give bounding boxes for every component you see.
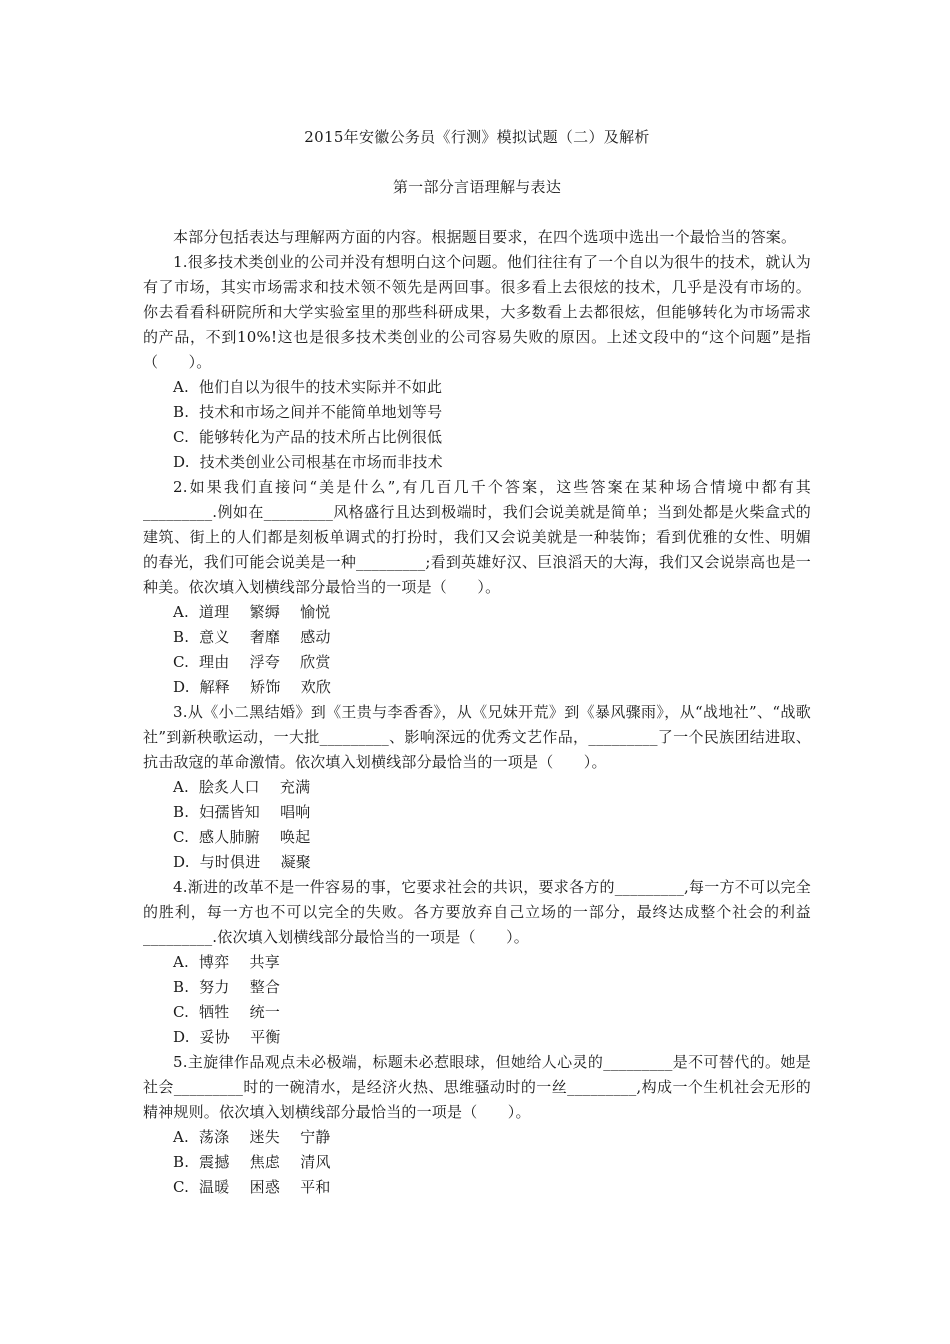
question-stem: 5.主旋律作品观点未必极端，标题未必惹眼球，但她给人心灵的_________是不可替代的。她是社会_________时的一碗清水，是经济火热、思维骚动时的一丝_________,构成一个生机社会无形的精神规则。依次填入划横线部分最恰当的一项是（ ）。 [143, 1053, 811, 1121]
option-c: C. 温暖 困惑 平和 [173, 1178, 331, 1196]
option-a: A. 脍炙人口 充满 [173, 778, 311, 796]
option-a: A. 道理 繁缛 愉悦 [173, 603, 331, 621]
option-c: C. 能够转化为产品的技术所占比例很低 [173, 428, 443, 446]
option-c: C. 牺牲 统一 [173, 1003, 281, 1021]
section-title: 第一部分言语理解与表达 [392, 178, 562, 196]
option-list [143, 1125, 811, 1200]
question-stem: 3.从《小二黑结婚》到《王贵与李香香》，从《兄妹开荒》到《暴风骤雨》，从“战地社”、“战歌社”到新秧歌运动，一大批_________、影响深远的优秀文艺作品，_________了一个民族团结进取、抗击敌寇的革命激情。依次填入划横线部分最恰当的一项是（ ）。 [143, 703, 811, 771]
question-2 [143, 475, 811, 700]
option-d: D. 解释 矫饰 欢欣 [173, 678, 332, 696]
option-b: B. 震撼 焦虑 清风 [173, 1153, 331, 1171]
option-a: A. 博弈 共享 [173, 953, 280, 971]
option-list [143, 775, 811, 875]
option-list [143, 600, 811, 700]
option-c: C. 感人肺腑 唤起 [173, 828, 311, 846]
question-stem: 2.如果我们直接问“美是什么”,有几百几千个答案，这些答案在某种场合情境中都有其_________.例如在_________风格盛行且达到极端时，我们会说美就是简单；当到处都是火柴盒式的建筑、街上的人们都是刻板单调式的打扮时，我们又会说美就是一种装饰；看到优雅的女性、明媚的春光，我们可能会说美是一种_________;看到英雄好汉、巨浪滔天的大海，我们又会说崇高也是一种美。依次填入划横线部分最恰当的一项是（ ）。 [143, 478, 811, 596]
option-c: C. 理由 浮夸 欣赏 [173, 653, 331, 671]
option-a: A. 荡涤 迷失 宁静 [173, 1128, 331, 1146]
question-5 [143, 1050, 811, 1200]
document-title: 2015年安徽公务员《行测》模拟试题（二）及解析 [304, 128, 650, 146]
option-d: D. 与时俱进 凝聚 [173, 853, 311, 871]
question-stem: 4.渐进的改革不是一件容易的事，它要求社会的共识，要求各方的_________,每一方不可以完全的胜利，每一方也不可以完全的失败。各方要放弃自己立场的一部分，最终达成整个社会的利益_________.依次填入划横线部分最恰当的一项是（ ）。 [143, 878, 811, 946]
option-b: B. 妇孺皆知 唱响 [173, 803, 311, 821]
option-list [143, 375, 811, 475]
option-d: D. 妥协 平衡 [173, 1028, 281, 1046]
question-4 [143, 875, 811, 1050]
document-body [143, 225, 811, 1200]
option-list [143, 950, 811, 1050]
option-a: A. 他们自以为很牛的技术实际并不如此 [173, 378, 443, 396]
question-stem: 1.很多技术类创业的公司并没有想明白这个问题。他们往往有了一个自以为很牛的技术，就认为有了市场，其实市场需求和技术领不领先是两回事。很多看上去很炫的技术，几乎是没有市场的。你去看看科研院所和大学实验室里的那些科研成果，大多数看上去都很炫，但能够转化为市场需求的产品，不到10%!这也是很多技术类创业的公司容易失败的原因。上述文段中的“这个问题”是指（ ）。 [143, 253, 811, 371]
option-b: B. 意义 奢靡 感动 [173, 628, 331, 646]
option-d: D. 技术类创业公司根基在市场而非技术 [173, 453, 443, 471]
option-b: B. 努力 整合 [173, 978, 281, 996]
question-1 [143, 250, 811, 475]
question-3 [143, 700, 811, 875]
option-b: B. 技术和市场之间并不能简单地划等号 [173, 403, 443, 421]
section-intro: 本部分包括表达与理解两方面的内容。根据题目要求，在四个选项中选出一个最恰当的答案。 [173, 228, 797, 246]
